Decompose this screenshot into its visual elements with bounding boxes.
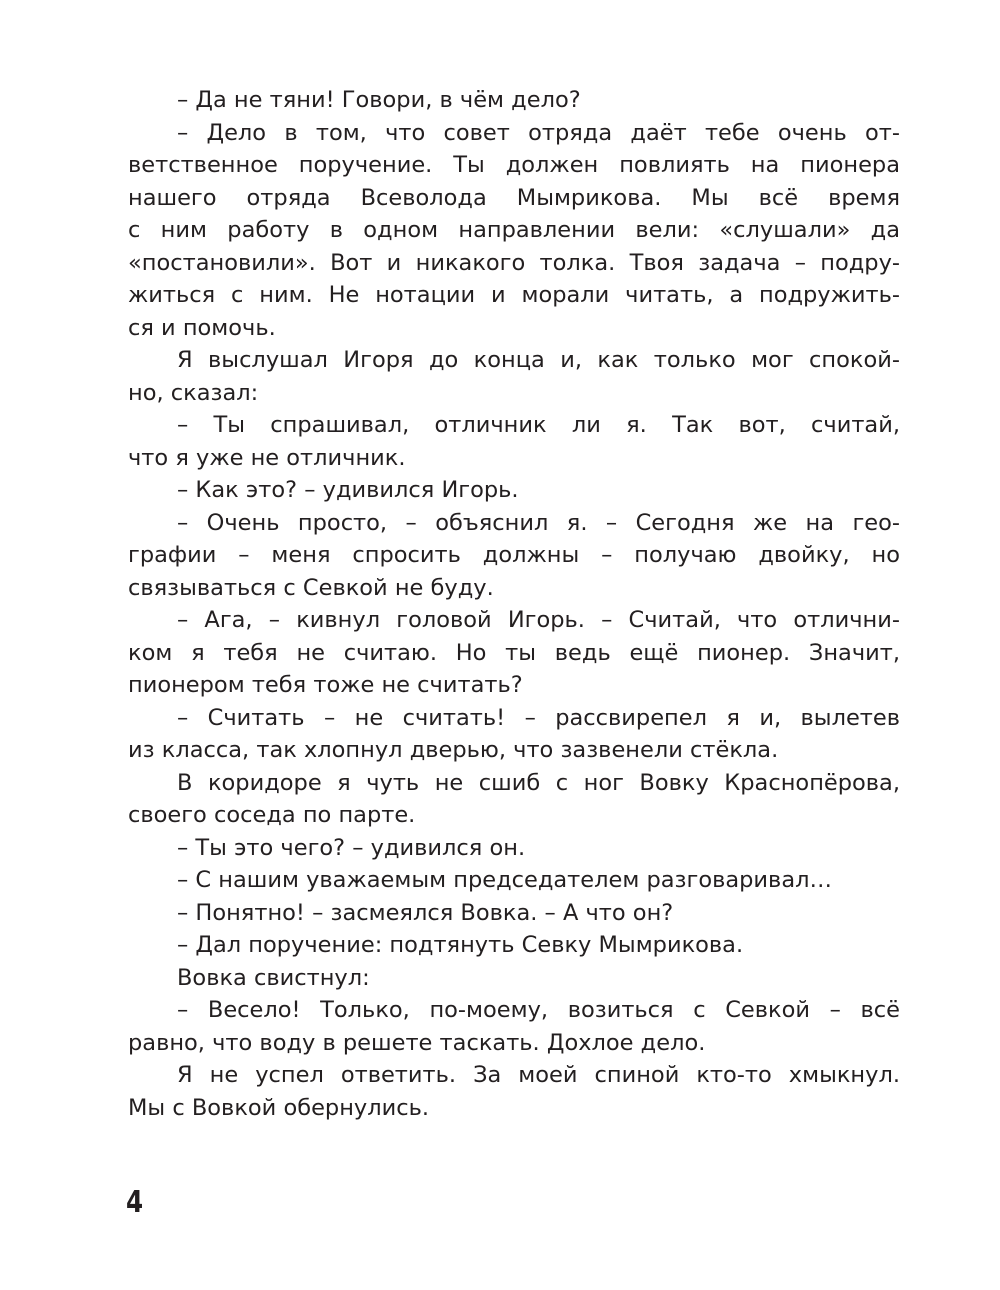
text-line: – Понятно! – засмеялся Вовка. – А что он? — [177, 899, 674, 926]
text-line: графии – меня спросить должны – получаю двойку, но — [128, 542, 900, 568]
text-line: В коридоре я чуть не сшиб с ног Вовку Краснопёрова, — [177, 769, 900, 796]
text-line: Я не успел ответить. За моей спиной кто-то хмыкнул. — [177, 1062, 900, 1088]
text-line: Мы с Вовкой обернулись. — [128, 1094, 430, 1121]
text-line: ком я тебя не считаю. Но ты ведь ещё пионер. Значит, — [128, 639, 900, 666]
text-line: – Весело! Только, по-моему, возиться с Севкой – всё — [177, 997, 900, 1023]
text-line: пионером тебя тоже не считать? — [128, 672, 523, 698]
body-text — [128, 84, 900, 1124]
text-line: «постановили». Вот и никакого толка. Твоя задача – подру- — [128, 249, 900, 276]
text-line: что я уже не отличник. — [128, 444, 406, 471]
text-line: – Ага, – кивнул головой Игорь. – Считай, что отлични- — [177, 607, 900, 633]
text-line: – Дал поручение: подтянуть Севку Мымрикова. — [177, 932, 744, 958]
text-line: – Да не тяни! Говори, в чём дело? — [177, 87, 581, 113]
text-line: своего соседа по парте. — [128, 802, 416, 828]
text-line: – Считать – не считать! – рассвирепел я и, вылетев — [177, 704, 900, 731]
text-line: – Ты это чего? – удивился он. — [177, 834, 526, 861]
text-line: ветственное поручение. Ты должен повлиять на пионера — [128, 152, 900, 178]
text-line: из класса, так хлопнул дверью, что зазвенели стёкла. — [128, 737, 779, 763]
text-line: – Очень просто, – объяснил я. – Сегодня же на гео- — [177, 509, 900, 536]
text-line: Я выслушал Игоря до конца и, как только мог спокой- — [177, 347, 900, 373]
text-line: – Как это? – удивился Игорь. — [177, 477, 519, 503]
page-number: 4 — [126, 1185, 144, 1220]
text-line: связываться с Севкой не буду. — [128, 574, 494, 601]
text-line: житься с ним. Не нотации и морали читать, а подружить- — [128, 282, 900, 308]
text-line: Вовка свистнул: — [177, 964, 370, 991]
text-line: ся и помочь. — [128, 314, 276, 341]
text-line: с ним работу в одном направлении вели: «слушали» да — [128, 217, 900, 243]
text-line: но, сказал: — [128, 379, 259, 406]
text-line: равно, что воду в решете таскать. Дохлое дело. — [128, 1029, 706, 1056]
text-line: нашего отряда Всеволода Мымрикова. Мы всё время — [128, 184, 900, 211]
text-line: – С нашим уважаемым председателем разговаривал… — [177, 867, 832, 893]
text-line: – Дело в том, что совет отряда даёт тебе очень от- — [177, 119, 900, 146]
text-line: – Ты спрашивал, отличник ли я. Так вот, считай, — [177, 412, 900, 438]
